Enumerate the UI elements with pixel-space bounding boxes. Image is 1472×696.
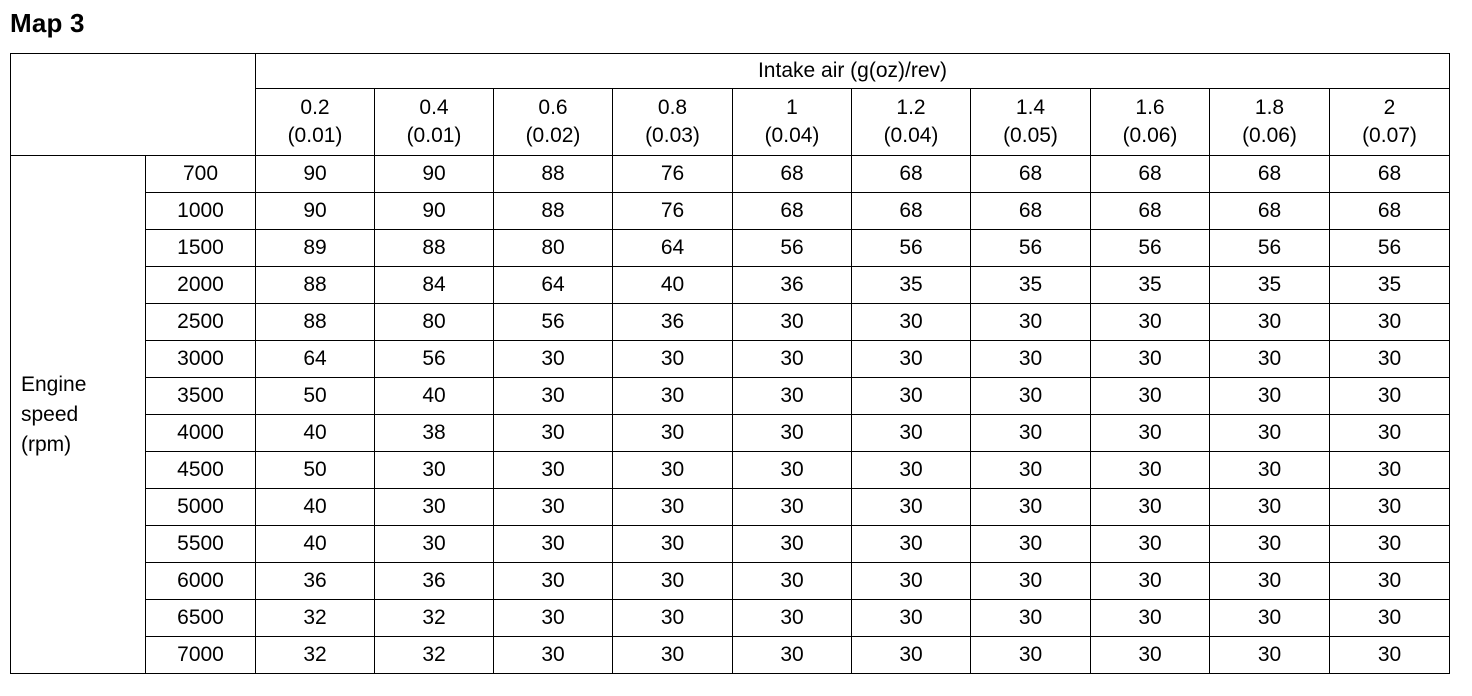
table-cell: 30 (971, 304, 1091, 341)
table-cell: 40 (256, 489, 375, 526)
column-header (1210, 89, 1330, 156)
column-header-gram: 0.4 (419, 96, 449, 119)
table-row (11, 230, 1450, 267)
table-cell: 30 (1091, 600, 1210, 637)
table-cell: 88 (494, 193, 613, 230)
column-header (375, 89, 494, 156)
table-cell: 68 (1330, 156, 1450, 193)
rpm-row-header: 6000 (146, 563, 256, 600)
table-cell: 30 (1330, 600, 1450, 637)
table-cell: 30 (1091, 526, 1210, 563)
table-cell: 80 (375, 304, 494, 341)
table-cell: 38 (375, 415, 494, 452)
table-cell: 30 (852, 600, 971, 637)
rpm-row-header: 1000 (146, 193, 256, 230)
table-cell: 30 (375, 526, 494, 563)
table-row (11, 341, 1450, 378)
table-cell: 76 (613, 193, 733, 230)
table-cell: 30 (971, 341, 1091, 378)
table-cell: 56 (1210, 230, 1330, 267)
table-cell: 30 (1210, 341, 1330, 378)
column-header (256, 89, 375, 156)
table-cell: 30 (613, 489, 733, 526)
table-row (11, 378, 1450, 415)
rpm-row-header: 2500 (146, 304, 256, 341)
table-cell: 30 (971, 489, 1091, 526)
table-cell: 32 (256, 637, 375, 674)
table-cell: 30 (1330, 563, 1450, 600)
table-row (11, 563, 1450, 600)
table-cell: 64 (494, 267, 613, 304)
table-cell: 30 (613, 600, 733, 637)
table-row (11, 526, 1450, 563)
rpm-row-header: 3500 (146, 378, 256, 415)
table-cell: 68 (1091, 156, 1210, 193)
table-cell: 35 (852, 267, 971, 304)
table-cell: 68 (852, 193, 971, 230)
column-header-gram: 1.8 (1254, 96, 1285, 119)
table-cell: 30 (613, 563, 733, 600)
table-cell: 30 (971, 637, 1091, 674)
table-cell: 30 (852, 378, 971, 415)
table-cell: 35 (971, 267, 1091, 304)
table-cell: 64 (256, 341, 375, 378)
table-cell: 30 (1210, 489, 1330, 526)
column-header-gram: 1.2 (896, 96, 926, 119)
table-cell: 30 (613, 637, 733, 674)
table-cell: 30 (1330, 526, 1450, 563)
table-cell: 40 (256, 526, 375, 563)
table-row (11, 452, 1450, 489)
table-cell: 30 (1330, 304, 1450, 341)
table-cell: 50 (256, 452, 375, 489)
table-cell: 56 (733, 230, 852, 267)
table-cell: 35 (1330, 267, 1450, 304)
table-cell: 35 (1210, 267, 1330, 304)
column-header (971, 89, 1091, 156)
table-cell: 30 (971, 378, 1091, 415)
table-cell: 30 (1330, 341, 1450, 378)
table-cell: 30 (733, 415, 852, 452)
intake-air-header: Intake air (g(oz)/rev) (256, 54, 1450, 89)
table-cell: 89 (256, 230, 375, 267)
engine-speed-label-line: speed (21, 402, 79, 426)
column-header-gram: 1.4 (1015, 96, 1046, 119)
table-cell: 30 (494, 489, 613, 526)
column-header-ounce: (0.03) (645, 124, 700, 147)
column-header-gram: 1.6 (1135, 96, 1165, 119)
table-cell: 30 (852, 304, 971, 341)
table-cell: 88 (494, 156, 613, 193)
table-cell: 30 (733, 526, 852, 563)
table-cell: 56 (1091, 230, 1210, 267)
table-cell: 30 (1210, 563, 1330, 600)
table-cell: 50 (256, 378, 375, 415)
column-header-ounce: (0.02) (525, 124, 581, 147)
table-cell: 30 (1330, 415, 1450, 452)
engine-speed-label (11, 156, 146, 674)
table-cell: 30 (494, 600, 613, 637)
table-cell: 30 (1210, 304, 1330, 341)
column-header-gram: 2 (1383, 96, 1396, 119)
table-cell: 56 (1330, 230, 1450, 267)
table-cell: 32 (375, 637, 494, 674)
column-header-gram: 1 (786, 96, 798, 119)
table-cell: 30 (733, 637, 852, 674)
table-cell: 30 (613, 452, 733, 489)
table-cell: 56 (971, 230, 1091, 267)
rpm-row-header: 700 (146, 156, 256, 193)
table-cell: 68 (1210, 156, 1330, 193)
table-cell: 30 (613, 378, 733, 415)
table-cell: 56 (852, 230, 971, 267)
column-header-gram: 0.8 (657, 96, 688, 119)
table-cell: 68 (1210, 193, 1330, 230)
table-cell: 36 (733, 267, 852, 304)
table-cell: 30 (494, 563, 613, 600)
table-cell: 30 (1330, 637, 1450, 674)
page-title: Map 3 (10, 8, 85, 38)
table-cell: 36 (613, 304, 733, 341)
table-cell: 30 (971, 600, 1091, 637)
table-cell: 56 (375, 341, 494, 378)
table-cell: 30 (494, 526, 613, 563)
table-cell: 68 (1091, 193, 1210, 230)
column-header-ounce: (0.04) (883, 124, 939, 147)
engine-speed-label-line: (rpm) (21, 432, 72, 456)
column-header (494, 89, 613, 156)
table-cell: 30 (733, 600, 852, 637)
column-header-ounce: (0.01) (406, 124, 462, 147)
table-row (11, 193, 1450, 230)
table-cell: 30 (971, 526, 1091, 563)
column-header (733, 89, 852, 156)
table-row (11, 156, 1450, 193)
table-cell: 32 (375, 600, 494, 637)
table-cell: 30 (733, 341, 852, 378)
rpm-row-header: 2000 (146, 267, 256, 304)
rpm-row-header: 4000 (146, 415, 256, 452)
table-body (11, 156, 1450, 674)
table-cell: 90 (256, 156, 375, 193)
table-cell: 90 (375, 156, 494, 193)
table-cell: 30 (613, 341, 733, 378)
rpm-row-header: 4500 (146, 452, 256, 489)
table-row (11, 600, 1450, 637)
table-cell: 88 (375, 230, 494, 267)
table-cell: 30 (1091, 489, 1210, 526)
table-cell: 36 (375, 563, 494, 600)
column-header-ounce: (0.01) (287, 124, 343, 147)
table-cell: 30 (1330, 452, 1450, 489)
rpm-row-header: 6500 (146, 600, 256, 637)
table-cell: 30 (852, 526, 971, 563)
column-header-ounce: (0.06) (1122, 124, 1178, 147)
table-cell: 84 (375, 267, 494, 304)
table-cell: 90 (375, 193, 494, 230)
table-cell: 30 (1091, 452, 1210, 489)
table-cell: 30 (494, 637, 613, 674)
column-header (1330, 89, 1450, 156)
column-header-gram: 0.2 (300, 96, 330, 119)
table-cell: 30 (1210, 452, 1330, 489)
table-cell: 30 (613, 415, 733, 452)
table-cell: 40 (375, 378, 494, 415)
table-cell: 35 (1091, 267, 1210, 304)
table-cell: 68 (971, 193, 1091, 230)
table-cell: 80 (494, 230, 613, 267)
table-cell: 30 (1210, 526, 1330, 563)
table-cell: 30 (1210, 415, 1330, 452)
rpm-row-header: 1500 (146, 230, 256, 267)
table-cell: 30 (494, 452, 613, 489)
table-cell: 30 (1330, 378, 1450, 415)
table-cell: 30 (375, 452, 494, 489)
table-row (11, 304, 1450, 341)
table-cell: 30 (733, 304, 852, 341)
table-cell: 68 (733, 156, 852, 193)
table-cell: 88 (256, 267, 375, 304)
table-cell: 64 (613, 230, 733, 267)
table-cell: 32 (256, 600, 375, 637)
table-cell: 36 (256, 563, 375, 600)
table-cell: 30 (971, 415, 1091, 452)
table-cell: 30 (733, 378, 852, 415)
engine-speed-label-line: Engine (21, 372, 87, 396)
table-cell: 30 (375, 489, 494, 526)
table-cell: 30 (852, 637, 971, 674)
column-header-ounce: (0.05) (1003, 124, 1058, 147)
table-cell: 56 (494, 304, 613, 341)
table-row (11, 415, 1450, 452)
table-row (11, 267, 1450, 304)
table-cell: 76 (613, 156, 733, 193)
table-cell: 30 (494, 378, 613, 415)
table-cell: 30 (1330, 489, 1450, 526)
table-cell: 30 (1091, 378, 1210, 415)
table-corner (11, 54, 256, 156)
table-cell: 30 (1091, 341, 1210, 378)
table-cell: 30 (852, 341, 971, 378)
table-cell: 30 (1210, 600, 1330, 637)
column-header-ounce: (0.06) (1242, 124, 1297, 147)
table-cell: 30 (1210, 637, 1330, 674)
rpm-row-header: 5000 (146, 489, 256, 526)
table-cell: 30 (852, 415, 971, 452)
table-row (11, 489, 1450, 526)
table-cell: 30 (971, 452, 1091, 489)
table-cell: 30 (733, 489, 852, 526)
map-table (10, 53, 1450, 674)
table-cell: 68 (971, 156, 1091, 193)
table-cell: 30 (1091, 415, 1210, 452)
table-cell: 68 (733, 193, 852, 230)
table-cell: 30 (971, 563, 1091, 600)
column-header-ounce: (0.04) (764, 124, 820, 147)
table-row (11, 637, 1450, 674)
column-header (852, 89, 971, 156)
column-header-gram: 0.6 (538, 96, 568, 119)
table-cell: 30 (852, 452, 971, 489)
column-header-ounce: (0.07) (1362, 124, 1417, 147)
table-cell: 30 (733, 452, 852, 489)
table-cell: 30 (613, 526, 733, 563)
table-cell: 30 (494, 341, 613, 378)
table-cell: 30 (1210, 378, 1330, 415)
table-cell: 30 (852, 489, 971, 526)
table-cell: 40 (613, 267, 733, 304)
table-cell: 68 (852, 156, 971, 193)
rpm-row-header: 3000 (146, 341, 256, 378)
table-cell: 88 (256, 304, 375, 341)
table-cell: 90 (256, 193, 375, 230)
rpm-row-header: 5500 (146, 526, 256, 563)
column-header (613, 89, 733, 156)
table-cell: 30 (1091, 563, 1210, 600)
table-cell: 30 (494, 415, 613, 452)
table-cell: 68 (1330, 193, 1450, 230)
table-cell: 30 (852, 563, 971, 600)
table-cell: 30 (1091, 304, 1210, 341)
table-cell: 30 (733, 563, 852, 600)
table-cell: 30 (1091, 637, 1210, 674)
rpm-row-header: 7000 (146, 637, 256, 674)
table-cell: 40 (256, 415, 375, 452)
column-header (1091, 89, 1210, 156)
